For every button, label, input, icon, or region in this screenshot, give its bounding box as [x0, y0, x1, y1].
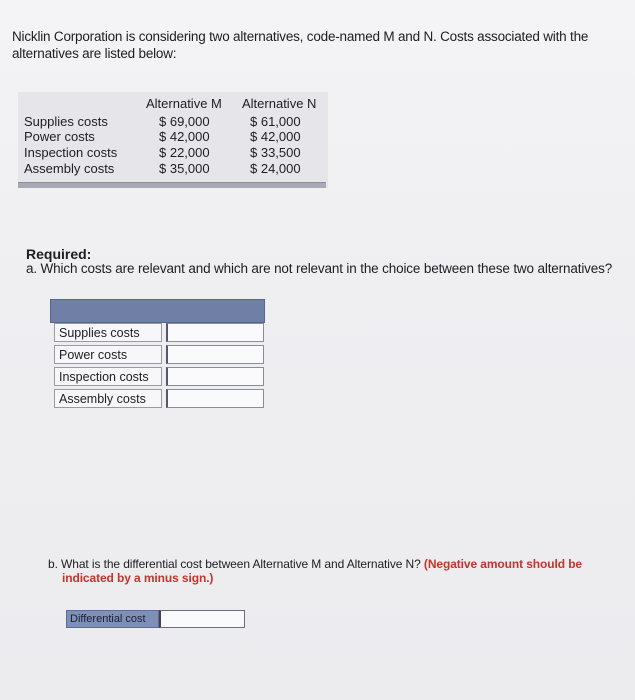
required-heading: Required:	[26, 246, 92, 262]
table-bottom-rule	[18, 182, 326, 188]
negative-note-line-1: (Negative amount should be	[423, 557, 583, 571]
power-m-value: $ 42,000	[159, 129, 210, 144]
differential-cost-input[interactable]	[159, 610, 245, 628]
assembly-n-value: $ 24,000	[250, 161, 301, 176]
assembly-m-value: $ 35,000	[159, 161, 210, 176]
differential-cost-label: Differential cost	[66, 610, 159, 628]
power-n-value: $ 42,000	[250, 129, 301, 144]
row-label-inspection: Inspection costs	[24, 145, 118, 160]
negative-note-line-2: indicated by a minus sign.)	[62, 571, 214, 585]
differential-cost-row	[66, 610, 246, 630]
inspection-relevance-dropdown[interactable]	[166, 367, 264, 386]
question-b-text: b. What is the differential cost between Alternative M and Alternative N?	[48, 557, 421, 571]
header-alternative-n: Alternative N	[242, 96, 317, 111]
intro-line-1: Nicklin Corporation is considering two alternatives, code-named M and N. Costs associated with the	[12, 29, 589, 44]
answer-row	[54, 345, 264, 365]
row-label-power: Power costs	[24, 129, 95, 144]
answer-table-header	[50, 299, 265, 323]
power-relevance-dropdown[interactable]	[166, 345, 264, 364]
question-a: a. Which costs are relevant and which are not relevant in the choice between these two alternatives?	[26, 261, 613, 276]
problem-intro	[12, 28, 622, 62]
supplies-n-value: $ 61,000	[250, 114, 301, 129]
row-label-assembly: Assembly costs	[24, 161, 115, 176]
answer-label-supplies: Supplies costs	[54, 323, 162, 342]
answer-row	[54, 367, 264, 387]
relevance-answer-table	[50, 299, 264, 411]
answer-label-inspection: Inspection costs	[54, 367, 162, 386]
question-b-line-1	[48, 557, 608, 571]
assembly-relevance-dropdown[interactable]	[166, 389, 264, 408]
inspection-n-value: $ 33,500	[250, 145, 301, 160]
answer-label-power: Power costs	[54, 345, 162, 364]
intro-line-2: alternatives are listed below:	[12, 46, 177, 61]
answer-row	[54, 389, 264, 409]
row-label-supplies: Supplies costs	[24, 114, 108, 129]
answer-row	[54, 323, 264, 343]
answer-label-assembly: Assembly costs	[54, 389, 162, 408]
header-alternative-m: Alternative M	[146, 96, 222, 111]
question-b	[48, 557, 608, 585]
cost-table	[18, 92, 328, 188]
inspection-m-value: $ 22,000	[159, 145, 210, 160]
supplies-relevance-dropdown[interactable]	[166, 323, 264, 342]
supplies-m-value: $ 69,000	[159, 114, 210, 129]
